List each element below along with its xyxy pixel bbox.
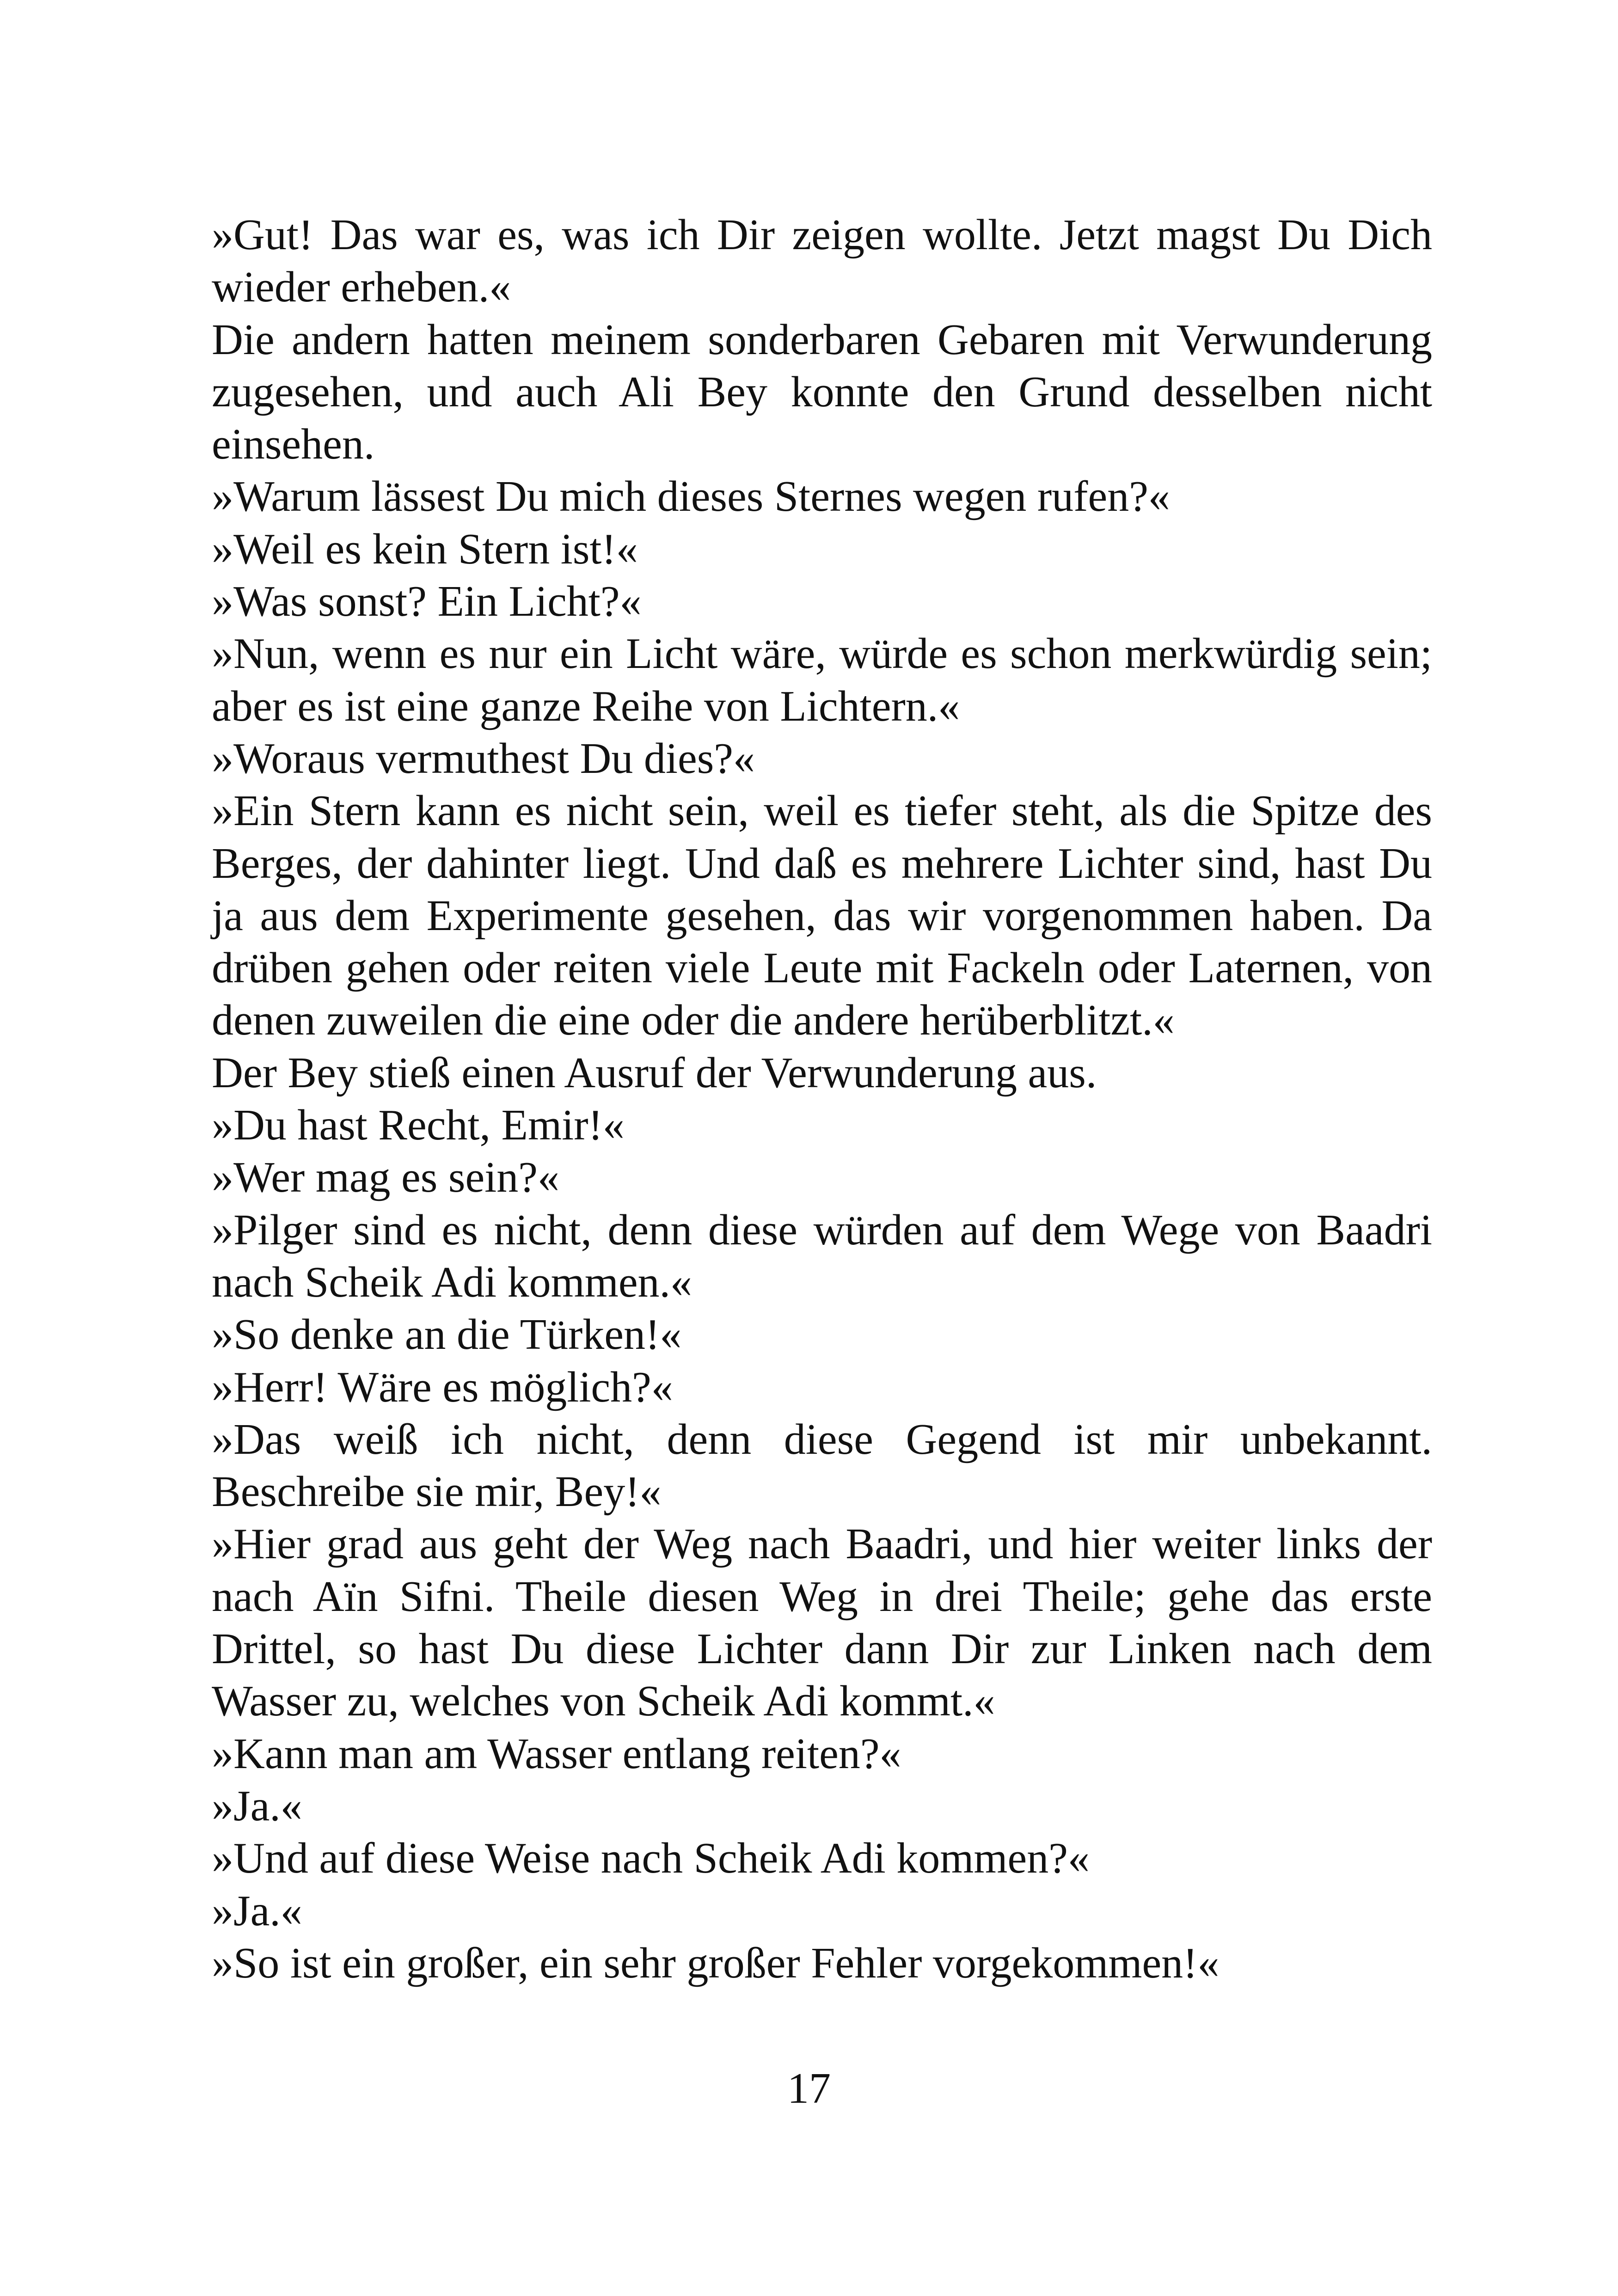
paragraph: »Woraus vermuthest Du dies?« — [212, 734, 755, 783]
paragraph: »Kann man am Wasser entlang reiten?« — [212, 1729, 901, 1778]
paragraph: »Du hast Recht, Emir!« — [212, 1101, 625, 1150]
page-number: 17 — [787, 2064, 831, 2112]
paragraph: »So denke an die Türken!« — [212, 1310, 682, 1359]
body-text — [212, 209, 1432, 1990]
paragraph: »Das weiß ich nicht, denn diese Gegend ist mir unbekannt. Beschreibe sie mir, Bey!« — [212, 1415, 1432, 1516]
paragraph: »Herr! Wäre es möglich?« — [212, 1363, 673, 1411]
paragraph: »Nun, wenn es nur ein Licht wäre, würde es schon merkwürdig sein; aber es ist eine ganze Reihe von Lichtern.« — [212, 630, 1432, 730]
paragraph: »Wer mag es sein?« — [212, 1153, 559, 1202]
paragraph: »Gut! Das war es, was ich Dir zeigen wollte. Jetzt magst Du Dich wieder erheben.« — [212, 211, 1432, 312]
paragraph: Der Bey stieß einen Ausruf der Verwunderung aus. — [212, 1048, 1097, 1097]
paragraph: »Hier grad aus geht der Weg nach Baadri, und hier weiter links der nach Aïn Sifni. Theile diesen Weg in drei Theile; gehe das erste Drittel, so hast Du diese Lichter dann Dir zur Linken nach dem Wasser zu, welches von Scheik Adi kommt.« — [212, 1520, 1432, 1726]
paragraph: »Ein Stern kann es nicht sein, weil es tiefer steht, als die Spitze des Berges, der dahinter liegt. Und daß es mehrere Lichter sind, hast Du ja aus dem Experimente gesehen, das wir vorgenommen haben. Da drüben gehen oder reiten viele Leute mit Fackeln oder Laternen, von denen zuweilen die eine oder die andere herüberblitzt.« — [212, 787, 1432, 1045]
paragraph: »Warum lässest Du mich dieses Sternes wegen rufen?« — [212, 472, 1170, 521]
paragraph: »Was sonst? Ein Licht?« — [212, 577, 642, 626]
paragraph: »So ist ein großer, ein sehr großer Fehler vorgekommen!« — [212, 1939, 1220, 1987]
paragraph: »Pilger sind es nicht, denn diese würden auf dem Wege von Baadri nach Scheik Adi kommen.« — [212, 1206, 1432, 1306]
paragraph: »Ja.« — [212, 1782, 302, 1830]
paragraph: »Ja.« — [212, 1886, 302, 1935]
paragraph: »Weil es kein Stern ist!« — [212, 525, 638, 573]
paragraph: Die andern hatten meinem sonderbaren Gebaren mit Verwunderung zugesehen, und auch Ali Bey konnte den Grund desselben nicht einsehen. — [212, 315, 1432, 469]
paragraph: »Und auf diese Weise nach Scheik Adi kommen?« — [212, 1834, 1090, 1883]
